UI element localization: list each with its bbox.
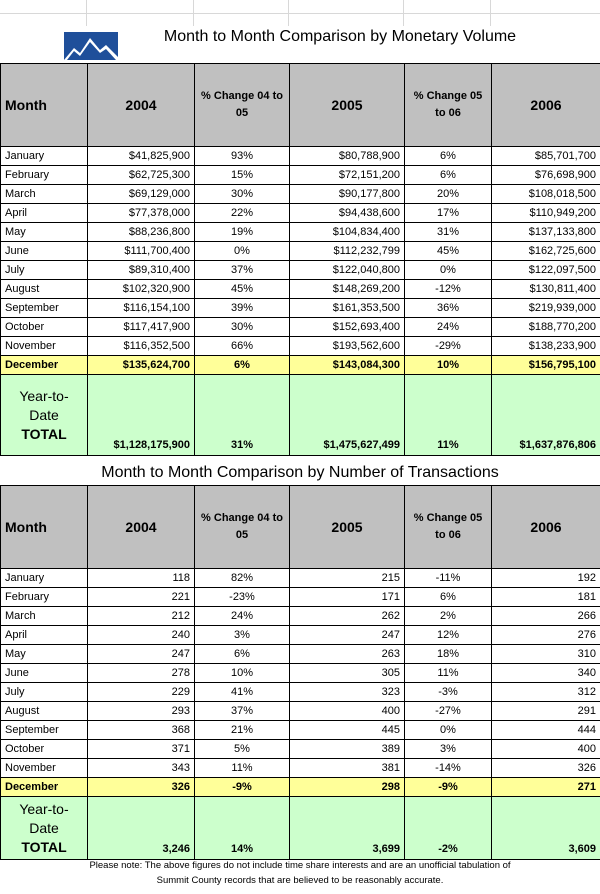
month-cell: June <box>1 664 88 683</box>
value-cell: 215 <box>290 569 405 588</box>
value-cell: $108,018,500 <box>492 185 600 204</box>
value-cell: 24% <box>195 607 290 626</box>
ytd-value-cell: $1,475,627,499 <box>290 375 405 456</box>
value-cell: 323 <box>290 683 405 702</box>
value-cell: 37% <box>195 702 290 721</box>
table-row <box>1 626 600 645</box>
value-cell: $219,939,000 <box>492 299 600 318</box>
ytd-total-row <box>1 797 600 860</box>
value-cell: 192 <box>492 569 600 588</box>
month-cell: January <box>1 147 88 166</box>
value-cell: $161,353,500 <box>290 299 405 318</box>
value-cell: 326 <box>492 759 600 778</box>
value-cell: 276 <box>492 626 600 645</box>
value-cell: $162,725,600 <box>492 242 600 261</box>
month-cell: February <box>1 166 88 185</box>
ytd-value-cell: 3,609 <box>492 797 600 860</box>
month-cell: August <box>1 280 88 299</box>
value-cell: 371 <box>88 740 195 759</box>
table-row <box>1 242 600 261</box>
value-cell: $137,133,800 <box>492 223 600 242</box>
value-cell: 30% <box>195 185 290 204</box>
ytd-value-cell: 3,699 <box>290 797 405 860</box>
value-cell: $117,417,900 <box>88 318 195 337</box>
value-cell: -11% <box>405 569 492 588</box>
column-header: % Change 05 to 06 <box>405 486 492 569</box>
value-cell: 368 <box>88 721 195 740</box>
value-cell: 66% <box>195 337 290 356</box>
value-cell: 36% <box>405 299 492 318</box>
table-row <box>1 759 600 778</box>
value-cell: 400 <box>290 702 405 721</box>
ytd-label-line: Date <box>29 819 59 836</box>
value-cell: $143,084,300 <box>290 356 405 375</box>
table-row <box>1 166 600 185</box>
column-header: 2004 <box>88 64 195 147</box>
value-cell: $88,236,800 <box>88 223 195 242</box>
table-row <box>1 588 600 607</box>
value-cell: $80,788,900 <box>290 147 405 166</box>
value-cell: -27% <box>405 702 492 721</box>
ytd-total-row <box>1 375 600 456</box>
table-row <box>1 185 600 204</box>
value-cell: 6% <box>195 356 290 375</box>
table-row <box>1 147 600 166</box>
value-cell: 266 <box>492 607 600 626</box>
value-cell: 3% <box>195 626 290 645</box>
month-cell: December <box>1 356 88 375</box>
value-cell: -9% <box>405 778 492 797</box>
transactions-table <box>0 485 600 860</box>
table-row <box>1 721 600 740</box>
column-header: % Change 05 to 06 <box>405 64 492 147</box>
spreadsheet-top-grid <box>0 0 600 26</box>
header-row <box>1 64 600 147</box>
ytd-value-cell: -2% <box>405 797 492 860</box>
december-row <box>1 778 600 797</box>
column-header: 2006 <box>492 64 600 147</box>
value-cell: 212 <box>88 607 195 626</box>
value-cell: 221 <box>88 588 195 607</box>
month-cell: May <box>1 223 88 242</box>
value-cell: $72,151,200 <box>290 166 405 185</box>
month-cell: July <box>1 683 88 702</box>
value-cell: -23% <box>195 588 290 607</box>
value-cell: 12% <box>405 626 492 645</box>
month-cell: March <box>1 607 88 626</box>
ytd-label-line: Date <box>29 406 59 423</box>
ytd-label-line: TOTAL <box>21 425 67 442</box>
ytd-label <box>1 797 88 860</box>
value-cell: $112,232,799 <box>290 242 405 261</box>
value-cell: 93% <box>195 147 290 166</box>
value-cell: 24% <box>405 318 492 337</box>
column-header: 2005 <box>290 64 405 147</box>
month-cell: November <box>1 759 88 778</box>
value-cell: 39% <box>195 299 290 318</box>
value-cell: $102,320,900 <box>88 280 195 299</box>
value-cell: 445 <box>290 721 405 740</box>
value-cell: 41% <box>195 683 290 702</box>
value-cell: $188,770,200 <box>492 318 600 337</box>
value-cell: 45% <box>405 242 492 261</box>
table-row <box>1 702 600 721</box>
table-row <box>1 337 600 356</box>
month-cell: March <box>1 185 88 204</box>
value-cell: 6% <box>405 147 492 166</box>
value-cell: $116,352,500 <box>88 337 195 356</box>
footnote <box>0 858 600 888</box>
table-row <box>1 664 600 683</box>
month-cell: September <box>1 721 88 740</box>
column-header: 2006 <box>492 486 600 569</box>
value-cell: 171 <box>290 588 405 607</box>
value-cell: 400 <box>492 740 600 759</box>
value-cell: $89,310,400 <box>88 261 195 280</box>
december-row <box>1 356 600 375</box>
value-cell: 291 <box>492 702 600 721</box>
value-cell: $156,795,100 <box>492 356 600 375</box>
value-cell: 15% <box>195 166 290 185</box>
value-cell: 0% <box>405 721 492 740</box>
value-cell: 19% <box>195 223 290 242</box>
ytd-value-cell: 31% <box>195 375 290 456</box>
value-cell: $76,698,900 <box>492 166 600 185</box>
month-cell: September <box>1 299 88 318</box>
value-cell: 82% <box>195 569 290 588</box>
month-cell: February <box>1 588 88 607</box>
value-cell: $77,378,000 <box>88 204 195 223</box>
value-cell: $152,693,400 <box>290 318 405 337</box>
table-row <box>1 740 600 759</box>
value-cell: 37% <box>195 261 290 280</box>
month-cell: January <box>1 569 88 588</box>
value-cell: 6% <box>195 645 290 664</box>
month-cell: July <box>1 261 88 280</box>
value-cell: 381 <box>290 759 405 778</box>
column-header: 2004 <box>88 486 195 569</box>
column-header: Month <box>1 64 88 147</box>
ytd-value-cell: $1,128,175,900 <box>88 375 195 456</box>
month-cell: December <box>1 778 88 797</box>
value-cell: $130,811,400 <box>492 280 600 299</box>
value-cell: 31% <box>405 223 492 242</box>
column-header: % Change 04 to 05 <box>195 64 290 147</box>
month-cell: May <box>1 645 88 664</box>
value-cell: $90,177,800 <box>290 185 405 204</box>
value-cell: 20% <box>405 185 492 204</box>
value-cell: 21% <box>195 721 290 740</box>
transactions-table-title: Month to Month Comparison by Number of Transactions <box>101 464 499 481</box>
value-cell: $122,040,800 <box>290 261 405 280</box>
month-cell: August <box>1 702 88 721</box>
value-cell: $135,624,700 <box>88 356 195 375</box>
ytd-label-line: Year-to- <box>19 800 69 817</box>
value-cell: $111,700,400 <box>88 242 195 261</box>
value-cell: 310 <box>492 645 600 664</box>
month-cell: November <box>1 337 88 356</box>
volume-table-title: Month to Month Comparison by Monetary Volume <box>163 28 517 45</box>
value-cell: 343 <box>88 759 195 778</box>
value-cell: $41,825,900 <box>88 147 195 166</box>
value-cell: 340 <box>492 664 600 683</box>
table-row <box>1 261 600 280</box>
column-header: % Change 04 to 05 <box>195 486 290 569</box>
value-cell: 262 <box>290 607 405 626</box>
value-cell: -29% <box>405 337 492 356</box>
value-cell: 30% <box>195 318 290 337</box>
value-cell: 2% <box>405 607 492 626</box>
ytd-value-cell: 14% <box>195 797 290 860</box>
value-cell: -12% <box>405 280 492 299</box>
value-cell: $104,834,400 <box>290 223 405 242</box>
value-cell: 6% <box>405 588 492 607</box>
value-cell: 17% <box>405 204 492 223</box>
table-row <box>1 280 600 299</box>
value-cell: $94,438,600 <box>290 204 405 223</box>
table-row <box>1 569 600 588</box>
value-cell: 5% <box>195 740 290 759</box>
ytd-value-cell: 3,246 <box>88 797 195 860</box>
value-cell: 11% <box>405 664 492 683</box>
ytd-label <box>1 375 88 456</box>
value-cell: 389 <box>290 740 405 759</box>
table-row <box>1 645 600 664</box>
value-cell: 312 <box>492 683 600 702</box>
footnote-line-2: Summit County records that are believed to be reasonably accurate. <box>156 875 444 886</box>
column-header: 2005 <box>290 486 405 569</box>
value-cell: 0% <box>195 242 290 261</box>
value-cell: 263 <box>290 645 405 664</box>
value-cell: $138,233,900 <box>492 337 600 356</box>
ytd-value-cell: 11% <box>405 375 492 456</box>
value-cell: -14% <box>405 759 492 778</box>
value-cell: $110,949,200 <box>492 204 600 223</box>
value-cell: $193,562,600 <box>290 337 405 356</box>
value-cell: 3% <box>405 740 492 759</box>
value-cell: 6% <box>405 166 492 185</box>
value-cell: 271 <box>492 778 600 797</box>
table-row <box>1 683 600 702</box>
column-header: Month <box>1 486 88 569</box>
table-row <box>1 318 600 337</box>
volume-table <box>0 63 600 456</box>
value-cell: 181 <box>492 588 600 607</box>
table-row <box>1 607 600 626</box>
value-cell: 22% <box>195 204 290 223</box>
table-row <box>1 223 600 242</box>
value-cell: $85,701,700 <box>492 147 600 166</box>
value-cell: 278 <box>88 664 195 683</box>
value-cell: $122,097,500 <box>492 261 600 280</box>
value-cell: 298 <box>290 778 405 797</box>
value-cell: 10% <box>195 664 290 683</box>
value-cell: 10% <box>405 356 492 375</box>
value-cell: 293 <box>88 702 195 721</box>
value-cell: $148,269,200 <box>290 280 405 299</box>
header-row <box>1 486 600 569</box>
value-cell: 444 <box>492 721 600 740</box>
month-cell: April <box>1 626 88 645</box>
value-cell: -3% <box>405 683 492 702</box>
value-cell: 45% <box>195 280 290 299</box>
ytd-label-line: TOTAL <box>21 838 67 855</box>
month-cell: October <box>1 318 88 337</box>
value-cell: 247 <box>88 645 195 664</box>
value-cell: 326 <box>88 778 195 797</box>
value-cell: -9% <box>195 778 290 797</box>
mountain-icon <box>64 32 118 60</box>
value-cell: $69,129,000 <box>88 185 195 204</box>
month-cell: June <box>1 242 88 261</box>
month-cell: October <box>1 740 88 759</box>
value-cell: $62,725,300 <box>88 166 195 185</box>
value-cell: 0% <box>405 261 492 280</box>
month-cell: April <box>1 204 88 223</box>
value-cell: $116,154,100 <box>88 299 195 318</box>
value-cell: 247 <box>290 626 405 645</box>
value-cell: 229 <box>88 683 195 702</box>
table-row <box>1 299 600 318</box>
footnote-line-1: Please note: The above figures do not include time share interests and are an unofficial tabulation of <box>89 860 511 871</box>
ytd-label-line: Year-to- <box>19 387 69 404</box>
value-cell: 240 <box>88 626 195 645</box>
ytd-value-cell: $1,637,876,806 <box>492 375 600 456</box>
value-cell: 305 <box>290 664 405 683</box>
value-cell: 11% <box>195 759 290 778</box>
value-cell: 18% <box>405 645 492 664</box>
value-cell: 118 <box>88 569 195 588</box>
table-row <box>1 204 600 223</box>
